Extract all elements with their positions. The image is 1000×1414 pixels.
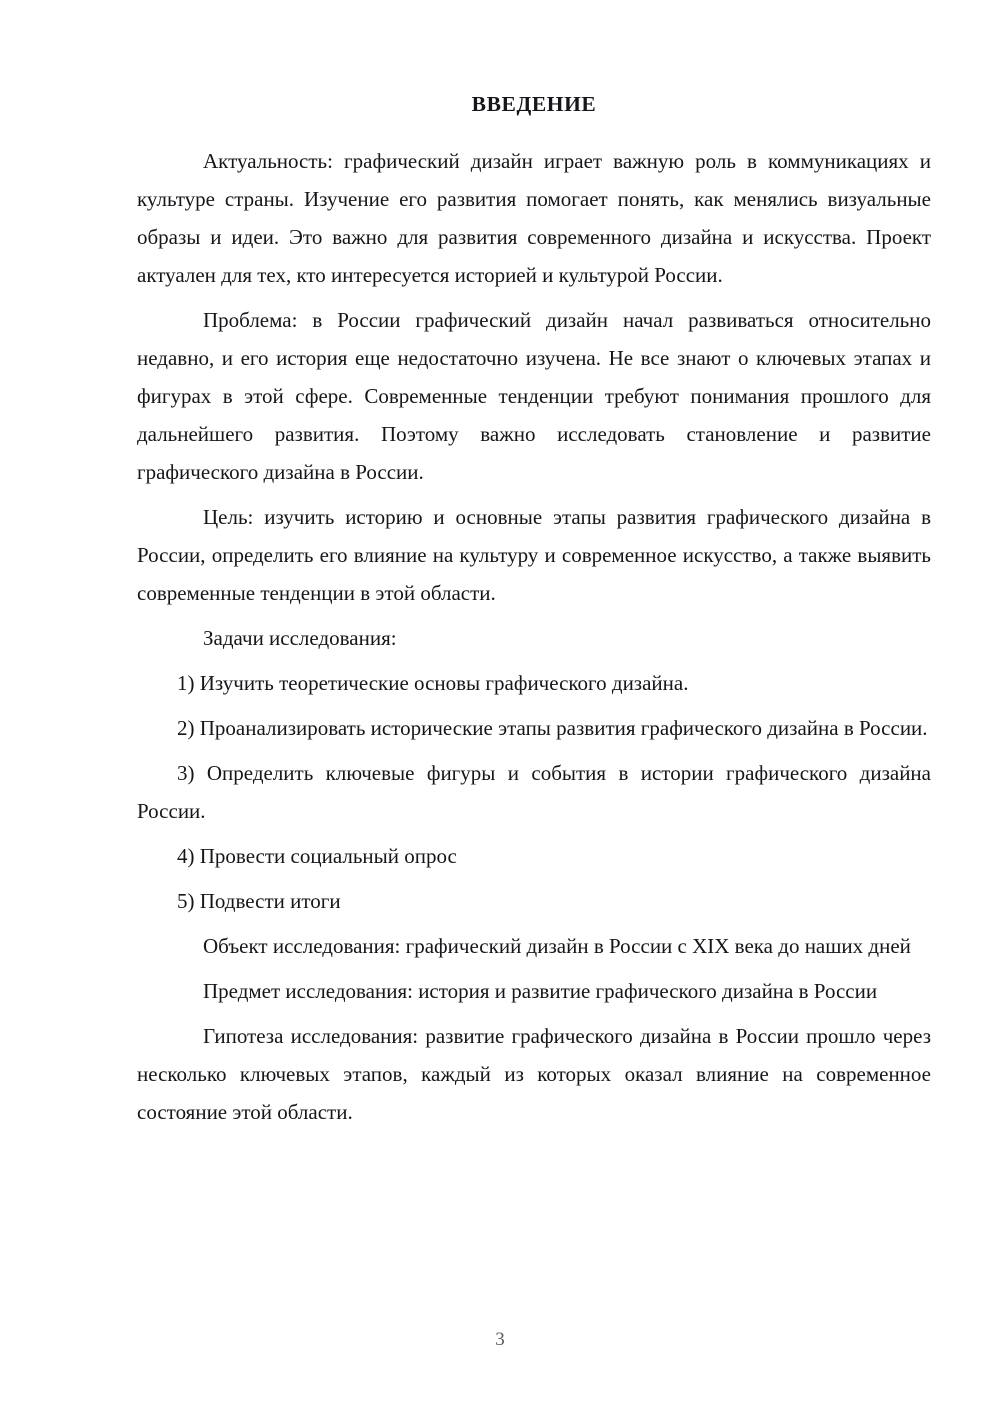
- paragraph-problem: Проблема: в России графический дизайн начал развиваться относительно недавно, и его история еще недостаточно изучена. Не все знают о ключевых этапах и фигурах в этой сфере. Современные тенденции требуют понимания прошлого для дальнейшего развития. Поэтому важно исследовать становление и развитие графического дизайна в России.: [137, 308, 931, 485]
- list-item: 2) Проанализировать исторические этапы развития графического дизайна в России.: [177, 716, 928, 741]
- tasks-heading: Задачи исследования:: [203, 626, 397, 651]
- list-item: 1) Изучить теоретические основы графического дизайна.: [177, 671, 689, 696]
- list-item: 3) Определить ключевые фигуры и события в истории графического дизайна России.: [137, 761, 931, 824]
- paragraph-hypothesis: Гипотеза исследования: развитие графического дизайна в России прошло через несколько ключевых этапов, каждый из которых оказал влияние на современное состояние этой области.: [137, 1024, 931, 1125]
- document-body: [137, 88, 931, 1131]
- list-item: 5) Подвести итоги: [177, 889, 341, 914]
- paragraph-subject: Предмет исследования: история и развитие графического дизайна в России: [203, 979, 878, 1004]
- page-title: ВВЕДЕНИЕ: [471, 92, 597, 116]
- list-item: 4) Провести социальный опрос: [177, 844, 457, 869]
- paragraph-object: Объект исследования: графический дизайн в России с XIX века до наших дней: [203, 934, 911, 959]
- page-number: 3: [495, 1329, 505, 1350]
- paragraph-relevance: Актуальность: графический дизайн играет важную роль в коммуникациях и культуре страны. Изучение его развития помогает понять, как менялись визуальные образы и идеи. Это важно для развития современного дизайна и искусства. Проект актуален для тех, кто интересуется историей и культурой России.: [137, 149, 931, 288]
- paragraph-goal: Цель: изучить историю и основные этапы развития графического дизайна в России, определить его влияние на культуру и современное искусство, а также выявить современные тенденции в этой области.: [137, 505, 931, 606]
